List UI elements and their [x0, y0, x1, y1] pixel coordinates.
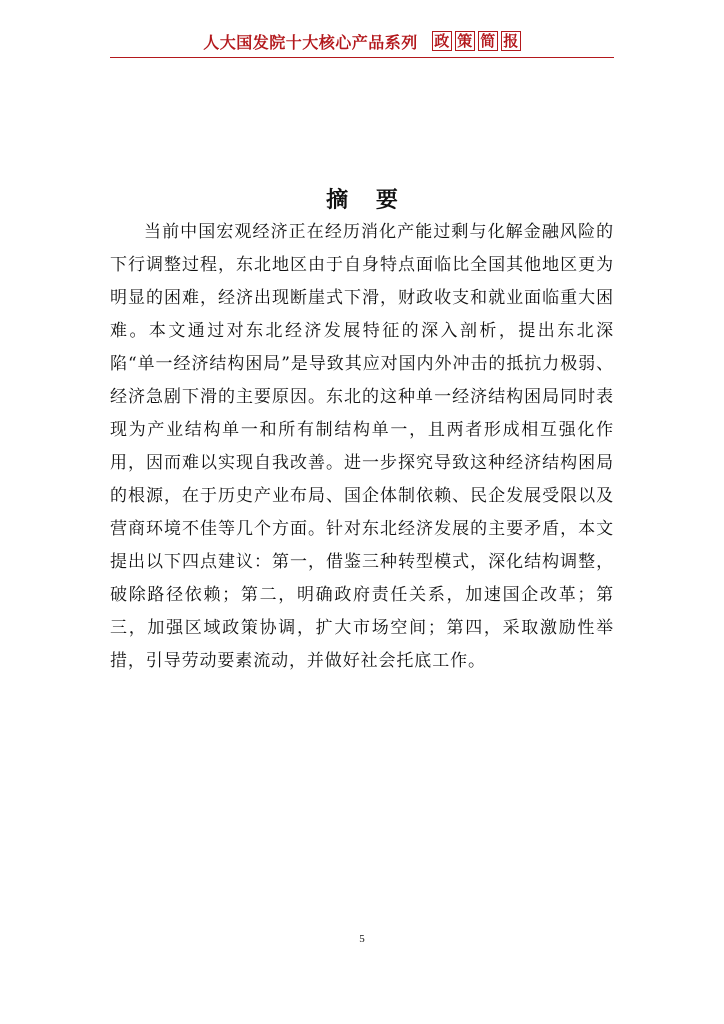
policy-brief-logo [432, 31, 521, 51]
page-number: 5 [359, 933, 365, 945]
page-header [110, 26, 614, 56]
logo-char: 报 [501, 31, 521, 51]
logo-char: 政 [432, 31, 452, 51]
series-title: 人大国发院十大核心产品系列 [203, 32, 418, 52]
abstract-paragraph: 当前中国宏观经济正在经历消化产能过剩与化解金融风险的下行调整过程，东北地区由于自身特点面临比全国其他地区更为明显的困难，经济出现断崖式下滑，财政收支和就业面临重大困难。本文通过对东北经济发展特征的深入剖析，提出东北深陷“单一经济结构困局”是导致其应对国内外冲击的抵抗力极弱、经济急剧下滑的主要原因。东北的这种单一经济结构困局同时表现为产业结构单一和所有制结构单一，且两者形成相互强化作用，因而难以实现自我改善。进一步探究导致这种经济结构困局的根源，在于历史产业布局、国企体制依赖、民企发展受限以及营商环境不佳等几个方面。针对东北经济发展的主要矛盾，本文提出以下四点建议：第一，借鉴三种转型模式，深化结构调整，破除路径依赖；第二，明确政府责任关系，加速国企改革；第三，加强区域政策协调，扩大市场空间；第四，采取激励性举措，引导劳动要素流动，并做好社会托底工作。 [110, 222, 614, 671]
logo-char: 简 [478, 31, 498, 51]
header-divider [110, 57, 614, 58]
logo-char: 策 [455, 31, 475, 51]
abstract-heading: 摘 要 [326, 187, 408, 213]
